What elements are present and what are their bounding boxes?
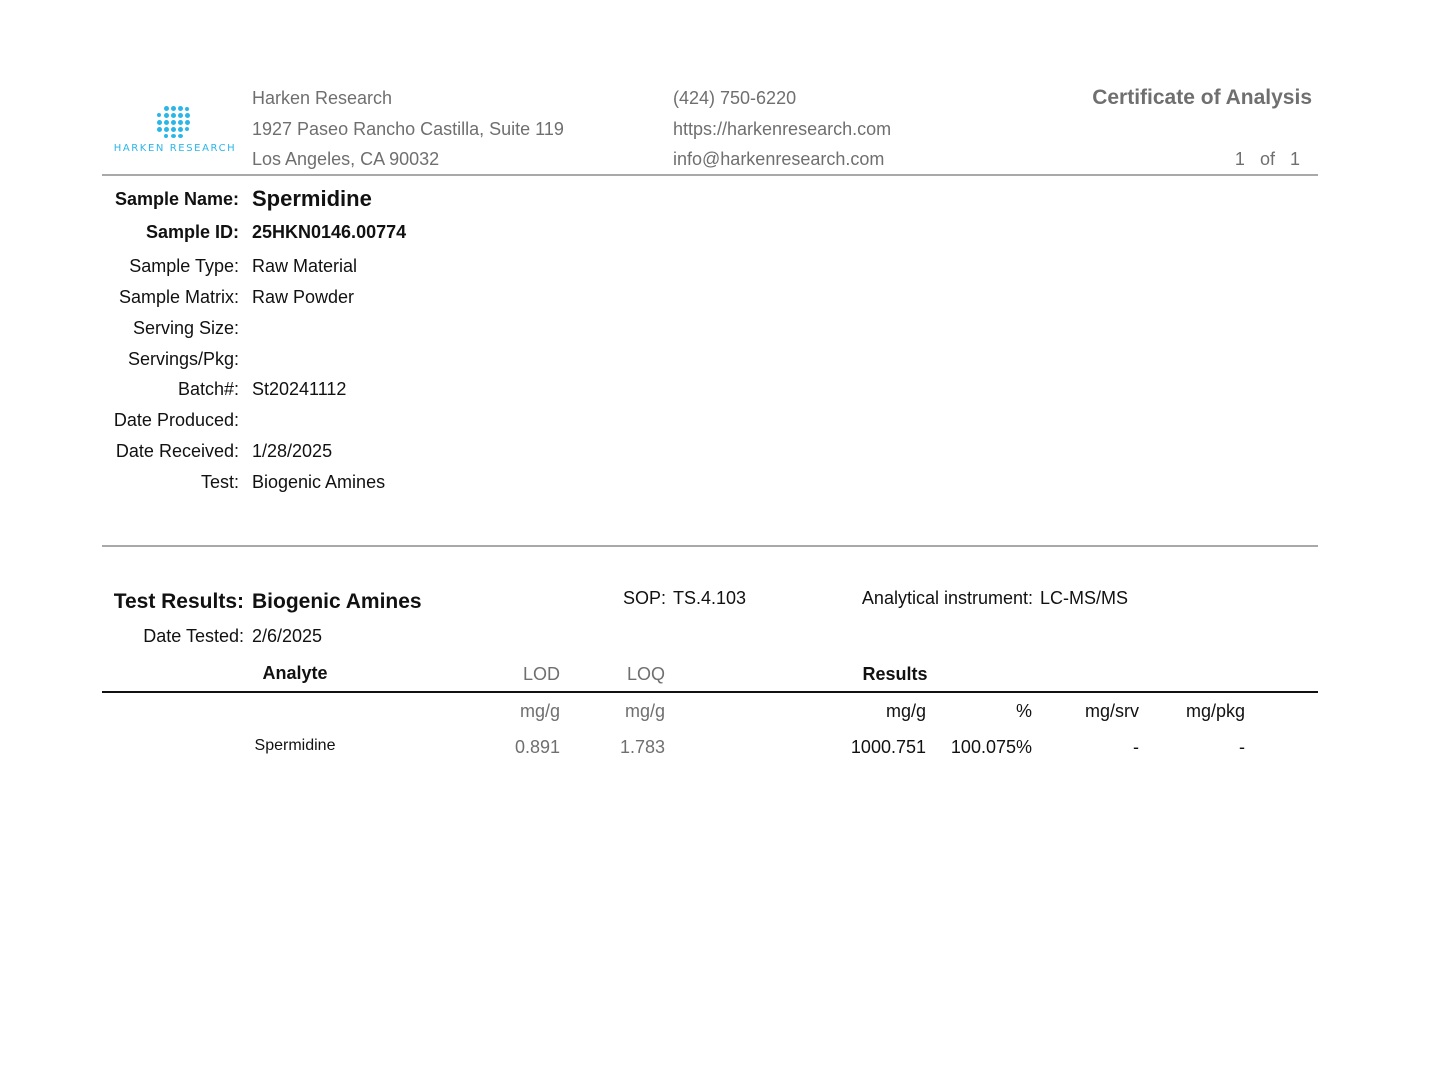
header-divider xyxy=(102,174,1318,176)
sample-id-label: Sample ID: xyxy=(145,222,239,242)
column-header-results: Results xyxy=(862,664,928,684)
sample-matrix-value: Raw Powder xyxy=(252,287,355,307)
page-total: 1 xyxy=(1289,149,1300,169)
column-header-lod: LOD xyxy=(522,664,560,684)
page-current: 1 xyxy=(1234,149,1245,169)
row-lod: 0.891 xyxy=(514,737,560,757)
logo-text: HARKEN RESEARCH xyxy=(113,143,237,154)
sop-label: SOP: xyxy=(622,588,666,608)
unit-percent: % xyxy=(1015,701,1032,721)
instrument-value: LC-MS/MS xyxy=(1040,588,1129,608)
sample-name-value: Spermidine xyxy=(252,186,372,211)
unit-mg-srv: mg/srv xyxy=(1085,701,1139,721)
batch-value: St20241112 xyxy=(252,379,347,399)
servings-pkg-label: Servings/Pkg: xyxy=(127,349,239,369)
row-mg-srv: - xyxy=(1133,737,1139,757)
unit-lod: mg/g xyxy=(519,701,560,721)
company-name: Harken Research xyxy=(252,88,393,108)
company-logo xyxy=(100,104,250,156)
sample-name-label: Sample Name: xyxy=(114,189,239,209)
date-received-label: Date Received: xyxy=(115,441,239,461)
column-header-analyte: Analyte xyxy=(262,663,328,683)
logo-dots-icon xyxy=(156,106,194,138)
company-email[interactable]: info@harkenresearch.com xyxy=(673,149,885,169)
sample-matrix-label: Sample Matrix: xyxy=(118,287,239,307)
company-phone: (424) 750-6220 xyxy=(673,88,797,108)
sample-type-value: Raw Material xyxy=(252,256,358,276)
row-loq: 1.783 xyxy=(619,737,665,757)
sample-id-value: 25HKN0146.00774 xyxy=(252,222,407,242)
unit-mg-pkg: mg/pkg xyxy=(1185,701,1245,721)
row-mg-pkg: - xyxy=(1239,737,1245,757)
unit-loq: mg/g xyxy=(624,701,665,721)
company-address-line2: Los Angeles, CA 90032 xyxy=(252,149,440,169)
row-analyte: Spermidine xyxy=(254,737,336,754)
sample-type-label: Sample Type: xyxy=(129,256,239,276)
row-mg-g: 1000.751 xyxy=(850,737,926,757)
document-title: Certificate of Analysis xyxy=(1092,86,1312,109)
serving-size-label: Serving Size: xyxy=(132,318,239,338)
section-divider xyxy=(102,545,1318,547)
row-percent: 100.075% xyxy=(950,737,1032,757)
company-address-line1: 1927 Paseo Rancho Castilla, Suite 119 xyxy=(252,119,564,139)
page-of: of xyxy=(1259,149,1275,169)
table-header-divider xyxy=(102,691,1318,693)
date-tested-value: 2/6/2025 xyxy=(252,626,323,646)
date-received-value: 1/28/2025 xyxy=(252,441,333,461)
date-produced-label: Date Produced: xyxy=(113,410,239,430)
batch-label: Batch#: xyxy=(177,379,239,399)
test-results-value: Biogenic Amines xyxy=(252,590,422,613)
instrument-label: Analytical instrument: xyxy=(861,588,1033,608)
column-header-loq: LOQ xyxy=(626,664,665,684)
test-label: Test: xyxy=(200,472,239,492)
sop-value: TS.4.103 xyxy=(673,588,747,608)
unit-mg-g: mg/g xyxy=(885,701,926,721)
date-tested-label: Date Tested: xyxy=(143,626,244,646)
test-value: Biogenic Amines xyxy=(252,472,386,492)
test-results-label: Test Results: xyxy=(113,590,244,613)
company-website[interactable]: https://harkenresearch.com xyxy=(673,119,892,139)
page-indicator xyxy=(1200,149,1300,170)
